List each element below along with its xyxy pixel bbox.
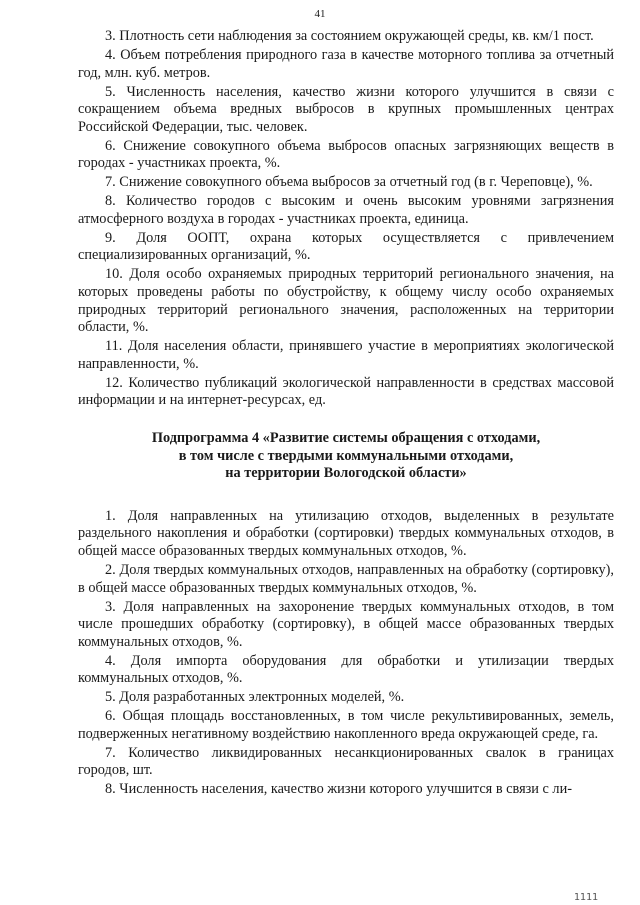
list-item: 8. Количество городов с высоким и очень высоким уровнями загрязнения атмосферного воздуха в городах - участниках проекта, единица.	[78, 193, 614, 227]
list-item: 1. Доля направленных на утилизацию отходов, выделенных в результате раздельного накопления и обработки (сортировки) твердых коммунальных отходов, в общей массе образованных твердых коммунальных отходов, %.	[78, 507, 614, 559]
list-item: 11. Доля населения области, принявшего участие в мероприятиях экологической направленности, %.	[78, 338, 614, 372]
list-item: 7. Количество ликвидированных несанкционированных свалок в границах городов, шт.	[78, 744, 614, 779]
list-item: 4. Объем потребления природного газа в качестве моторного топлива за отчетный год, млн. куб. метров.	[78, 46, 614, 81]
list-item: 8. Численность населения, качество жизни которого улучшится в связи с ли-	[105, 781, 572, 798]
document-body	[78, 28, 614, 800]
list-item: 4. Доля импорта оборудования для обработки и утилизации твердых коммунальных отходов, %.	[78, 652, 614, 687]
list-item: 3. Доля направленных на захоронение твердых коммунальных отходов, в том числе прошедших обработку (сортировку), в общей массе образованных твердых коммунальных отходов, %.	[78, 598, 614, 650]
list-item: 10. Доля особо охраняемых природных территорий регионального значения, на которых проведены работы по обустройству, к общему числу особо охраняемых природных территорий регионального значения, расположенных на территории области, %.	[78, 266, 614, 336]
corner-mark: 1111	[573, 892, 598, 903]
indicator-list-1	[78, 28, 614, 410]
list-item: 3. Плотность сети наблюдения за состоянием окружающей среды, кв. км/1 пост.	[105, 28, 594, 44]
subprogram-heading	[78, 430, 614, 483]
list-item: 5. Доля разработанных электронных моделей, %.	[105, 689, 405, 706]
list-item: 5. Численность населения, качество жизни которого улучшится в связи с сокращением объема вредных выбросов в крупных промышленных центрах Российской Федерации, тыс. человек.	[78, 83, 614, 135]
list-item: 2. Доля твердых коммунальных отходов, направленных на обработку (сортировку), в общей массе образованных твердых коммунальных отходов, %.	[78, 561, 614, 596]
list-item: 12. Количество публикаций экологической направленности в средствах массовой информации и на интернет-ресурсах, ед.	[78, 374, 614, 409]
heading-line: на территории Вологодской области»	[225, 465, 467, 482]
heading-line: Подпрограмма 4 «Развитие системы обращения с отходами,	[151, 429, 541, 446]
heading-line: в том числе с твердыми коммунальными отходами,	[178, 447, 514, 464]
indicator-list-2	[78, 508, 614, 799]
list-item: 9. Доля ООПТ, охрана которых осуществляется с привлечением специализированных организаций, %.	[78, 229, 614, 264]
page-number: 41	[314, 8, 326, 20]
list-item: 7. Снижение совокупного объема выбросов за отчетный год (в г. Череповце), %.	[105, 174, 593, 191]
list-item: 6. Снижение совокупного объема выбросов опасных загрязняющих веществ в городах - участниках проекта, %.	[78, 137, 614, 172]
list-item: 6. Общая площадь восстановленных, в том числе рекультивированных, земель, подверженных негативному воздействию накопленного вреда окружающей среде, га.	[78, 708, 614, 742]
